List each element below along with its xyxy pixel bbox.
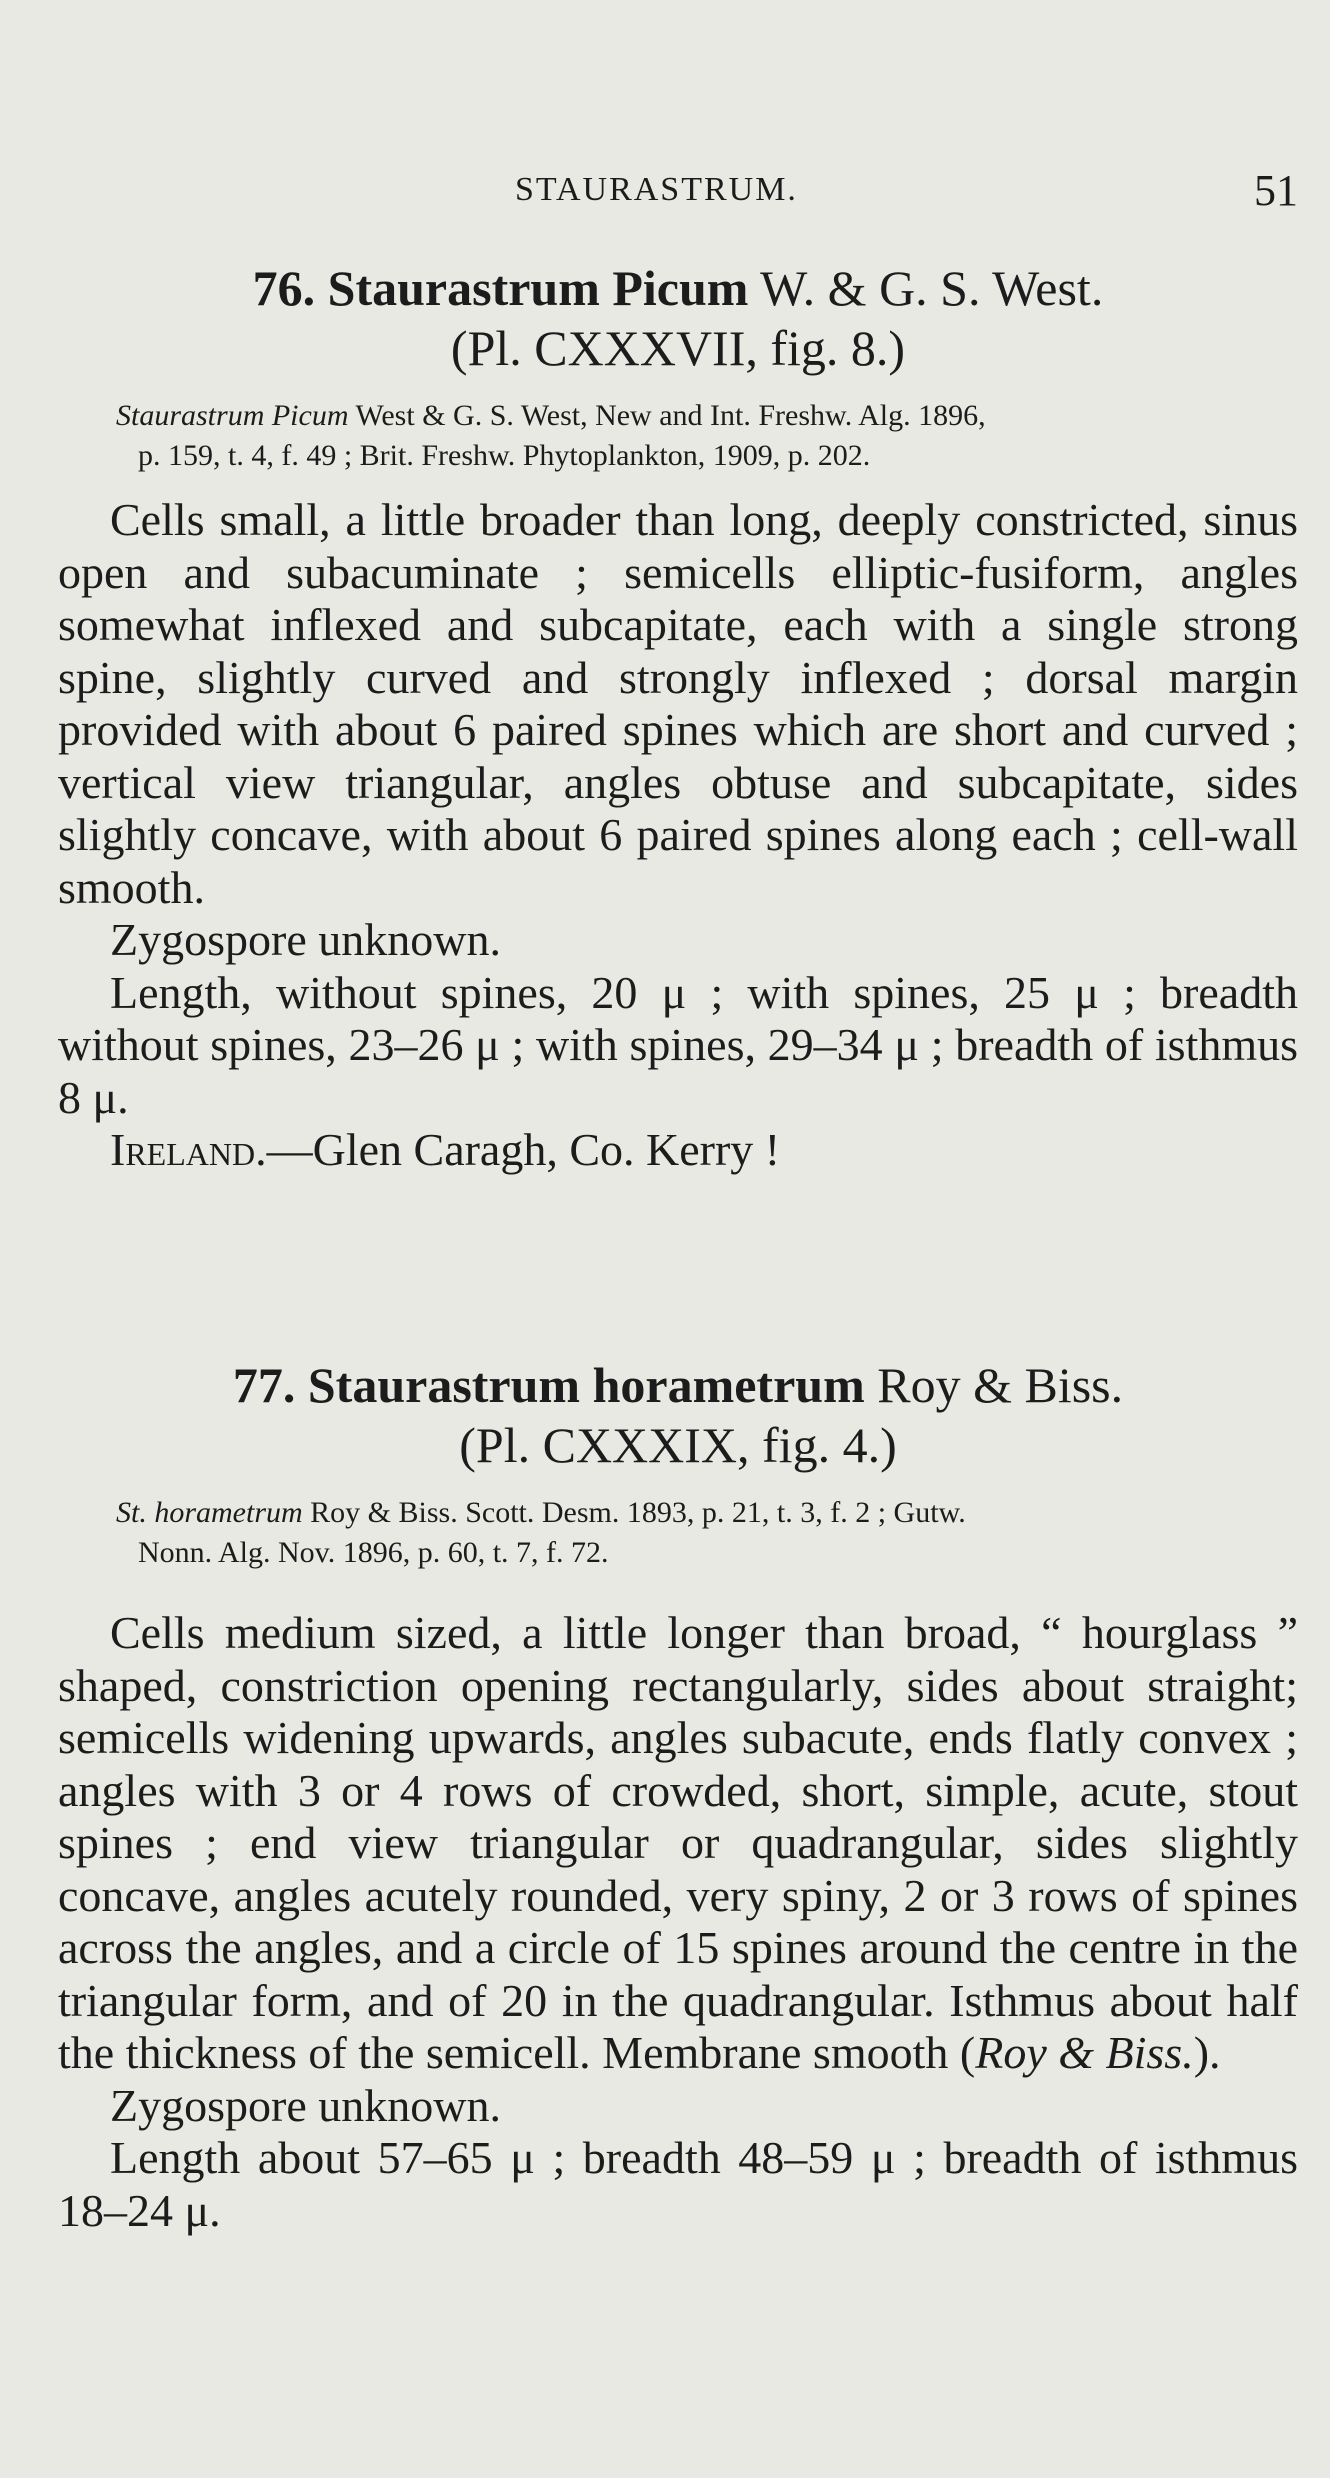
species-name: Staurastrum Picum: [327, 260, 749, 316]
plate-reference: (Pl. CXXXIX, fig. 4.): [459, 1417, 897, 1473]
species-authority: Roy & Biss.: [877, 1357, 1124, 1413]
reference-text: Nonn. Alg. Nov. 1896, p. 60, t. 7, f. 72.: [138, 1536, 609, 1569]
description-end: ).: [1193, 2027, 1221, 2078]
species-number: 76.: [252, 260, 316, 316]
reference-italic-name: St. horametrum: [116, 1496, 303, 1529]
measurements: Length, without spines, 20 μ ; with spines, 25 μ ; breadth without spines, 23–26 μ ; with spines, 29–34 μ ; breadth of isthmus 8 μ.: [58, 966, 1298, 1123]
reference-text: Roy & Biss. Scott. Desm. 1893, p. 21, t. 3, f. 2 ; Gutw.: [302, 1496, 966, 1529]
locality-text: —Glen Caragh, Co. Kerry !: [266, 1124, 781, 1175]
description-text: Cells medium sized, a little longer than broad, “ hourglass ” shaped, constriction opening rectangularly, sides about straight; semicells widening upwards, angles subacute, ends flatly convex ; angles with 3 or 4 rows of crowded, short, simple, acute, stout spines ; end view triangular or quadrangular, sides slightly concave, angles acutely rounded, very spiny, 2 or 3 rows of spines across the angles, and a circle of 15 spines around the centre in the triangular form, and of 20 in the quadrangular. Isthmus about half the thickness of the semicell. Membrane smooth (: [58, 1607, 1298, 2078]
page-number: 51: [1254, 166, 1298, 215]
plate-reference: (Pl. CXXXVII, fig. 8.): [450, 320, 906, 376]
locality-label: Ireland.: [110, 1124, 267, 1175]
running-title: STAURASTRUM.: [515, 171, 798, 208]
species-description: Cells small, a little broader than long, deeply constricted, sinus open and subacuminate ; semicells elliptic-fusiform, angles somewhat inflexed and subcapitate, each with a single strong spine, slightly curved and strongly inflexed ; dorsal margin provided with about 6 paired spines which are short and curved ; vertical view triangular, angles obtuse and subcapitate, sides slightly concave, with about 6 paired spines along each ; cell-wall smooth.: [58, 494, 1298, 913]
zygospore-note: Zygospore unknown.: [110, 2079, 501, 2131]
species-authority: W. & G. S. West.: [760, 260, 1104, 316]
species-entry-76: [58, 258, 1298, 1177]
measurements: Length about 57–65 μ ; breadth 48–59 μ ; breadth of isthmus 18–24 μ.: [58, 2132, 1298, 2236]
zygospore-note: Zygospore unknown.: [110, 914, 501, 965]
species-number: 77.: [232, 1357, 296, 1413]
species-entry-77: [58, 1355, 1298, 2237]
species-heading: [58, 1355, 1298, 1415]
species-heading: [58, 258, 1298, 318]
literature-references: [58, 396, 1298, 476]
locality: [58, 1124, 1298, 1177]
running-header: [0, 165, 1330, 215]
reference-text: West & G. S. West, New and Int. Freshw. Alg. 1896,: [348, 399, 986, 432]
literature-references: [58, 1493, 1298, 1573]
species-description: [58, 1607, 1298, 2080]
reference-italic-name: Staurastrum Picum: [116, 399, 349, 432]
reference-text: p. 159, t. 4, f. 49 ; Brit. Freshw. Phytoplankton, 1909, p. 202.: [138, 439, 871, 472]
species-name: Staurastrum horametrum: [307, 1357, 865, 1413]
description-citation: Roy & Biss.: [975, 2027, 1194, 2078]
